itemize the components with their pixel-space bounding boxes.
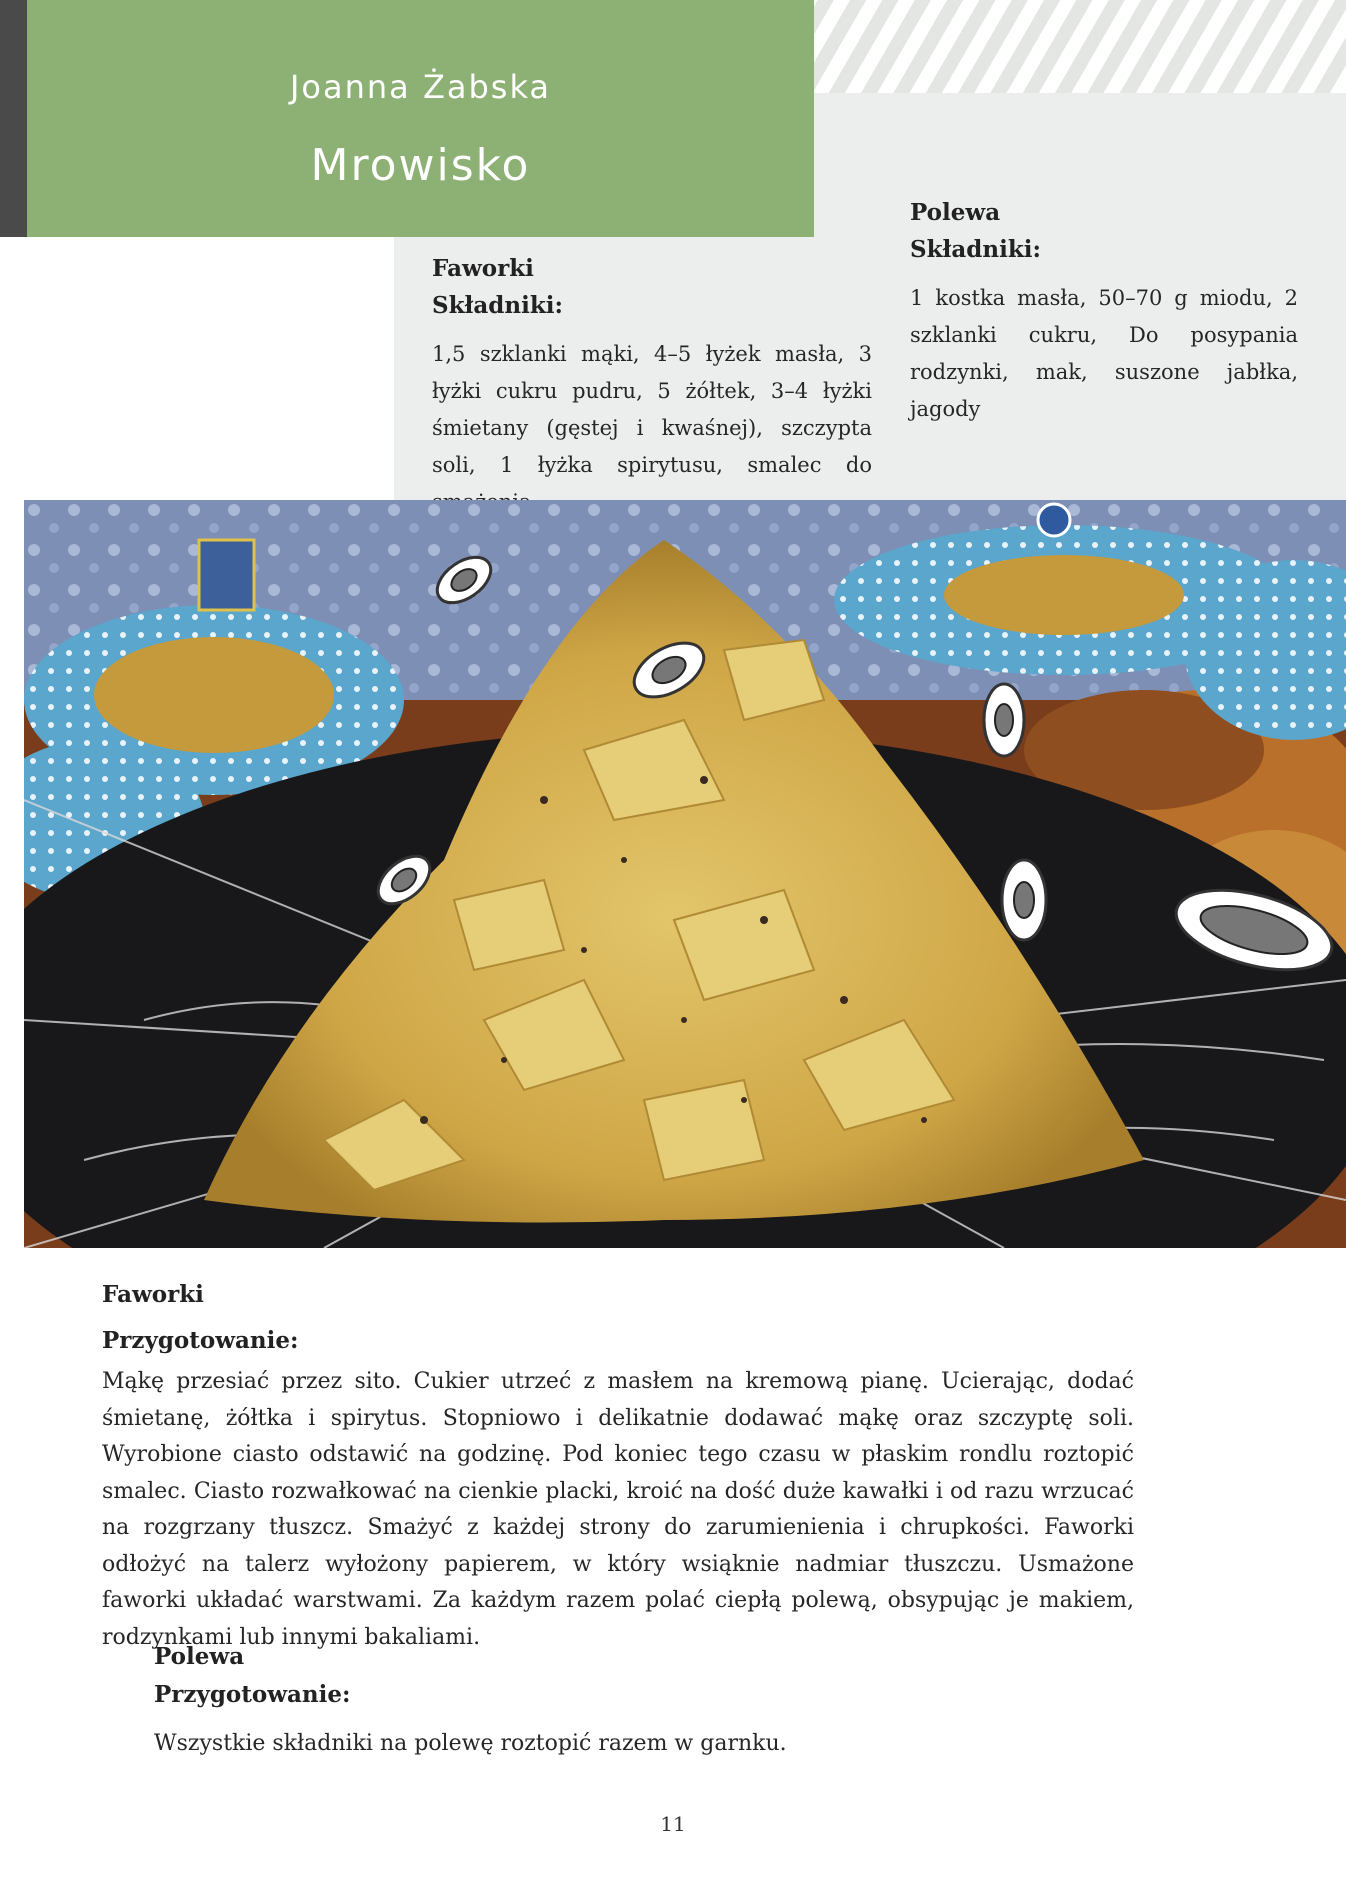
author-name: Joanna Żabska	[289, 68, 552, 106]
polewa-ingredients-label: Składniki:	[910, 236, 1042, 263]
polewa-prep-text: Wszystkie składniki na polewę roztopić razem w garnku.	[154, 1731, 787, 1756]
faworki-ingredients-label: Składniki:	[432, 292, 564, 319]
page-number: 11	[660, 1812, 686, 1836]
decorative-stripes	[814, 0, 1346, 93]
faworki-ingredients-text: 1,5 szklanki mąki, 4–5 łyżek masła, 3 łyżki cukru pudru, 5 żółtek, 3–4 łyżki śmietany (gęstej i kwaśnej), szczypta soli, 1 łyżka spirytusu, smalec do	[432, 342, 872, 477]
faworki-heading: Faworki	[432, 255, 534, 282]
faworki-prep-text: Mąkę przesiać przez sito. Cukier utrzeć z masłem na kremową pianę. Ucierając, dodać śmietanę, żółtka i spirytus. Stopniowo i delikatnie dodawać mąkę oraz szczyptę soli. Wyrobione ciasto odstawić na godzinę. Pod koniec tego czasu w płaskim rondlu roztopić smalec. Ciasto rozwałkować na cienkie placki, kroić na dość duże kawałki i od razu wrzucać na rozgrzany tłuszcz. Smażyć z każdej strony do zarumienienia i chrupkości. Faworki odłożyć na talerz wyłożony papierem, w który wsiąknie nadmiar tłuszczu. Usmażone faworki układać warstwami. Za każdym razem polać ciepłą polewą, obsypując je makiem, rodzynkami lub innymi bakaliami.	[102, 1369, 1134, 1650]
polewa-heading: Polewa	[910, 199, 1001, 226]
faworki-preparation	[102, 1272, 1134, 1656]
left-dark-bar	[0, 0, 27, 237]
polewa-preparation	[154, 1638, 1134, 1762]
polewa-prep-label: Przygotowanie:	[154, 1681, 351, 1708]
polewa-ingredients	[910, 194, 1298, 428]
recipe-photo	[24, 500, 1346, 1248]
recipe-title: Mrowisko	[310, 140, 531, 191]
faworki-prep-heading: Faworki	[102, 1281, 204, 1308]
faworki-ingredients	[432, 250, 872, 521]
polewa-ingredients-text: 1 kostka masła, 50–70 g miodu, 2 szklanki cukru, Do posypania rodzynki, mak, suszone jabłka, jagody	[910, 286, 1298, 421]
faworki-prep-label: Przygotowanie:	[102, 1327, 299, 1354]
title-header	[27, 0, 814, 237]
polewa-prep-heading: Polewa	[154, 1643, 245, 1670]
